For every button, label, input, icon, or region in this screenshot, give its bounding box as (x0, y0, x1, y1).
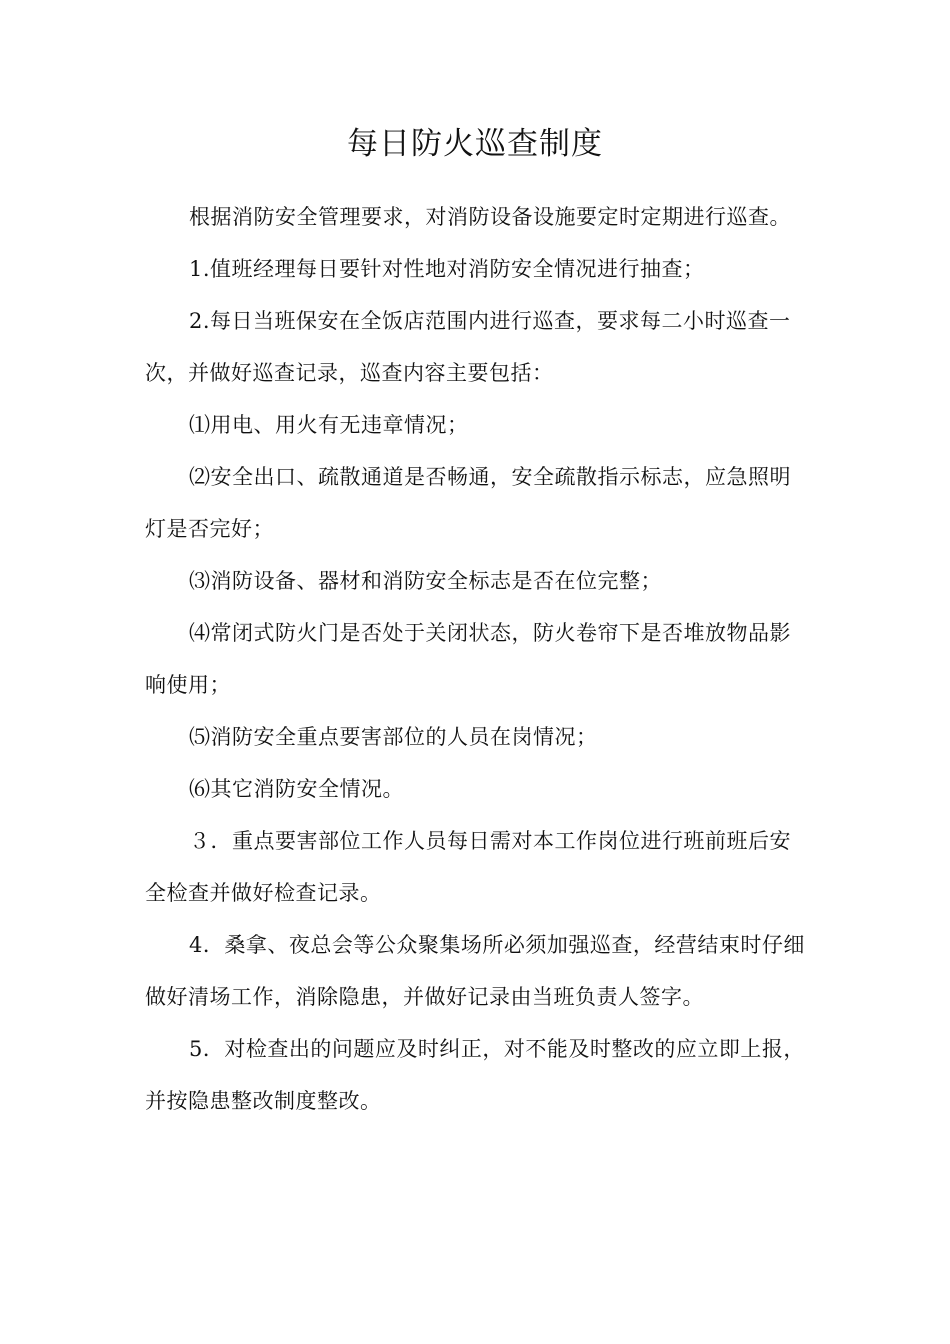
paragraph-subitem-6: ⑹其它消防安全情况。 (189, 777, 404, 801)
paragraph-subitem-1: ⑴用电、用火有无违章情况； (189, 413, 469, 437)
paragraph-subitem-4: ⑷常闭式防火门是否处于关闭状态，防火卷帘下是否堆放物品影响使用； (145, 621, 791, 697)
paragraph-intro: 根据消防安全管理要求，对消防设备设施要定时定期进行巡查。 (189, 205, 791, 229)
document-body (145, 191, 805, 1127)
paragraph-subitem-2: ⑵安全出口、疏散通道是否畅通，安全疏散指示标志，应急照明灯是否完好； (145, 465, 791, 541)
paragraph-item-5: 5．对检查出的问题应及时纠正，对不能及时整改的应立即上报，并按隐患整改制度整改。 (145, 1037, 805, 1113)
paragraph-item-4: 4．桑拿、夜总会等公众聚集场所必须加强巡查，经营结束时仔细做好清场工作，消除隐患，并做好记录由当班负责人签字。 (145, 933, 805, 1009)
paragraph-subitem-3: ⑶消防设备、器材和消防安全标志是否在位完整； (189, 569, 662, 593)
paragraph-item-3: ３．重点要害部位工作人员每日需对本工作岗位进行班前班后安全检查并做好检查记录。 (145, 829, 791, 905)
paragraph-subitem-5: ⑸消防安全重点要害部位的人员在岗情况； (189, 725, 598, 749)
paragraph-item-1: 1.值班经理每日要针对性地对消防安全情况进行抽查； (189, 257, 705, 281)
document-title: 每日防火巡查制度 (347, 126, 603, 162)
paragraph-item-2: 2.每日当班保安在全饭店范围内进行巡查，要求每二小时巡查一次，并做好巡查记录，巡查内容主要包括： (145, 309, 791, 385)
